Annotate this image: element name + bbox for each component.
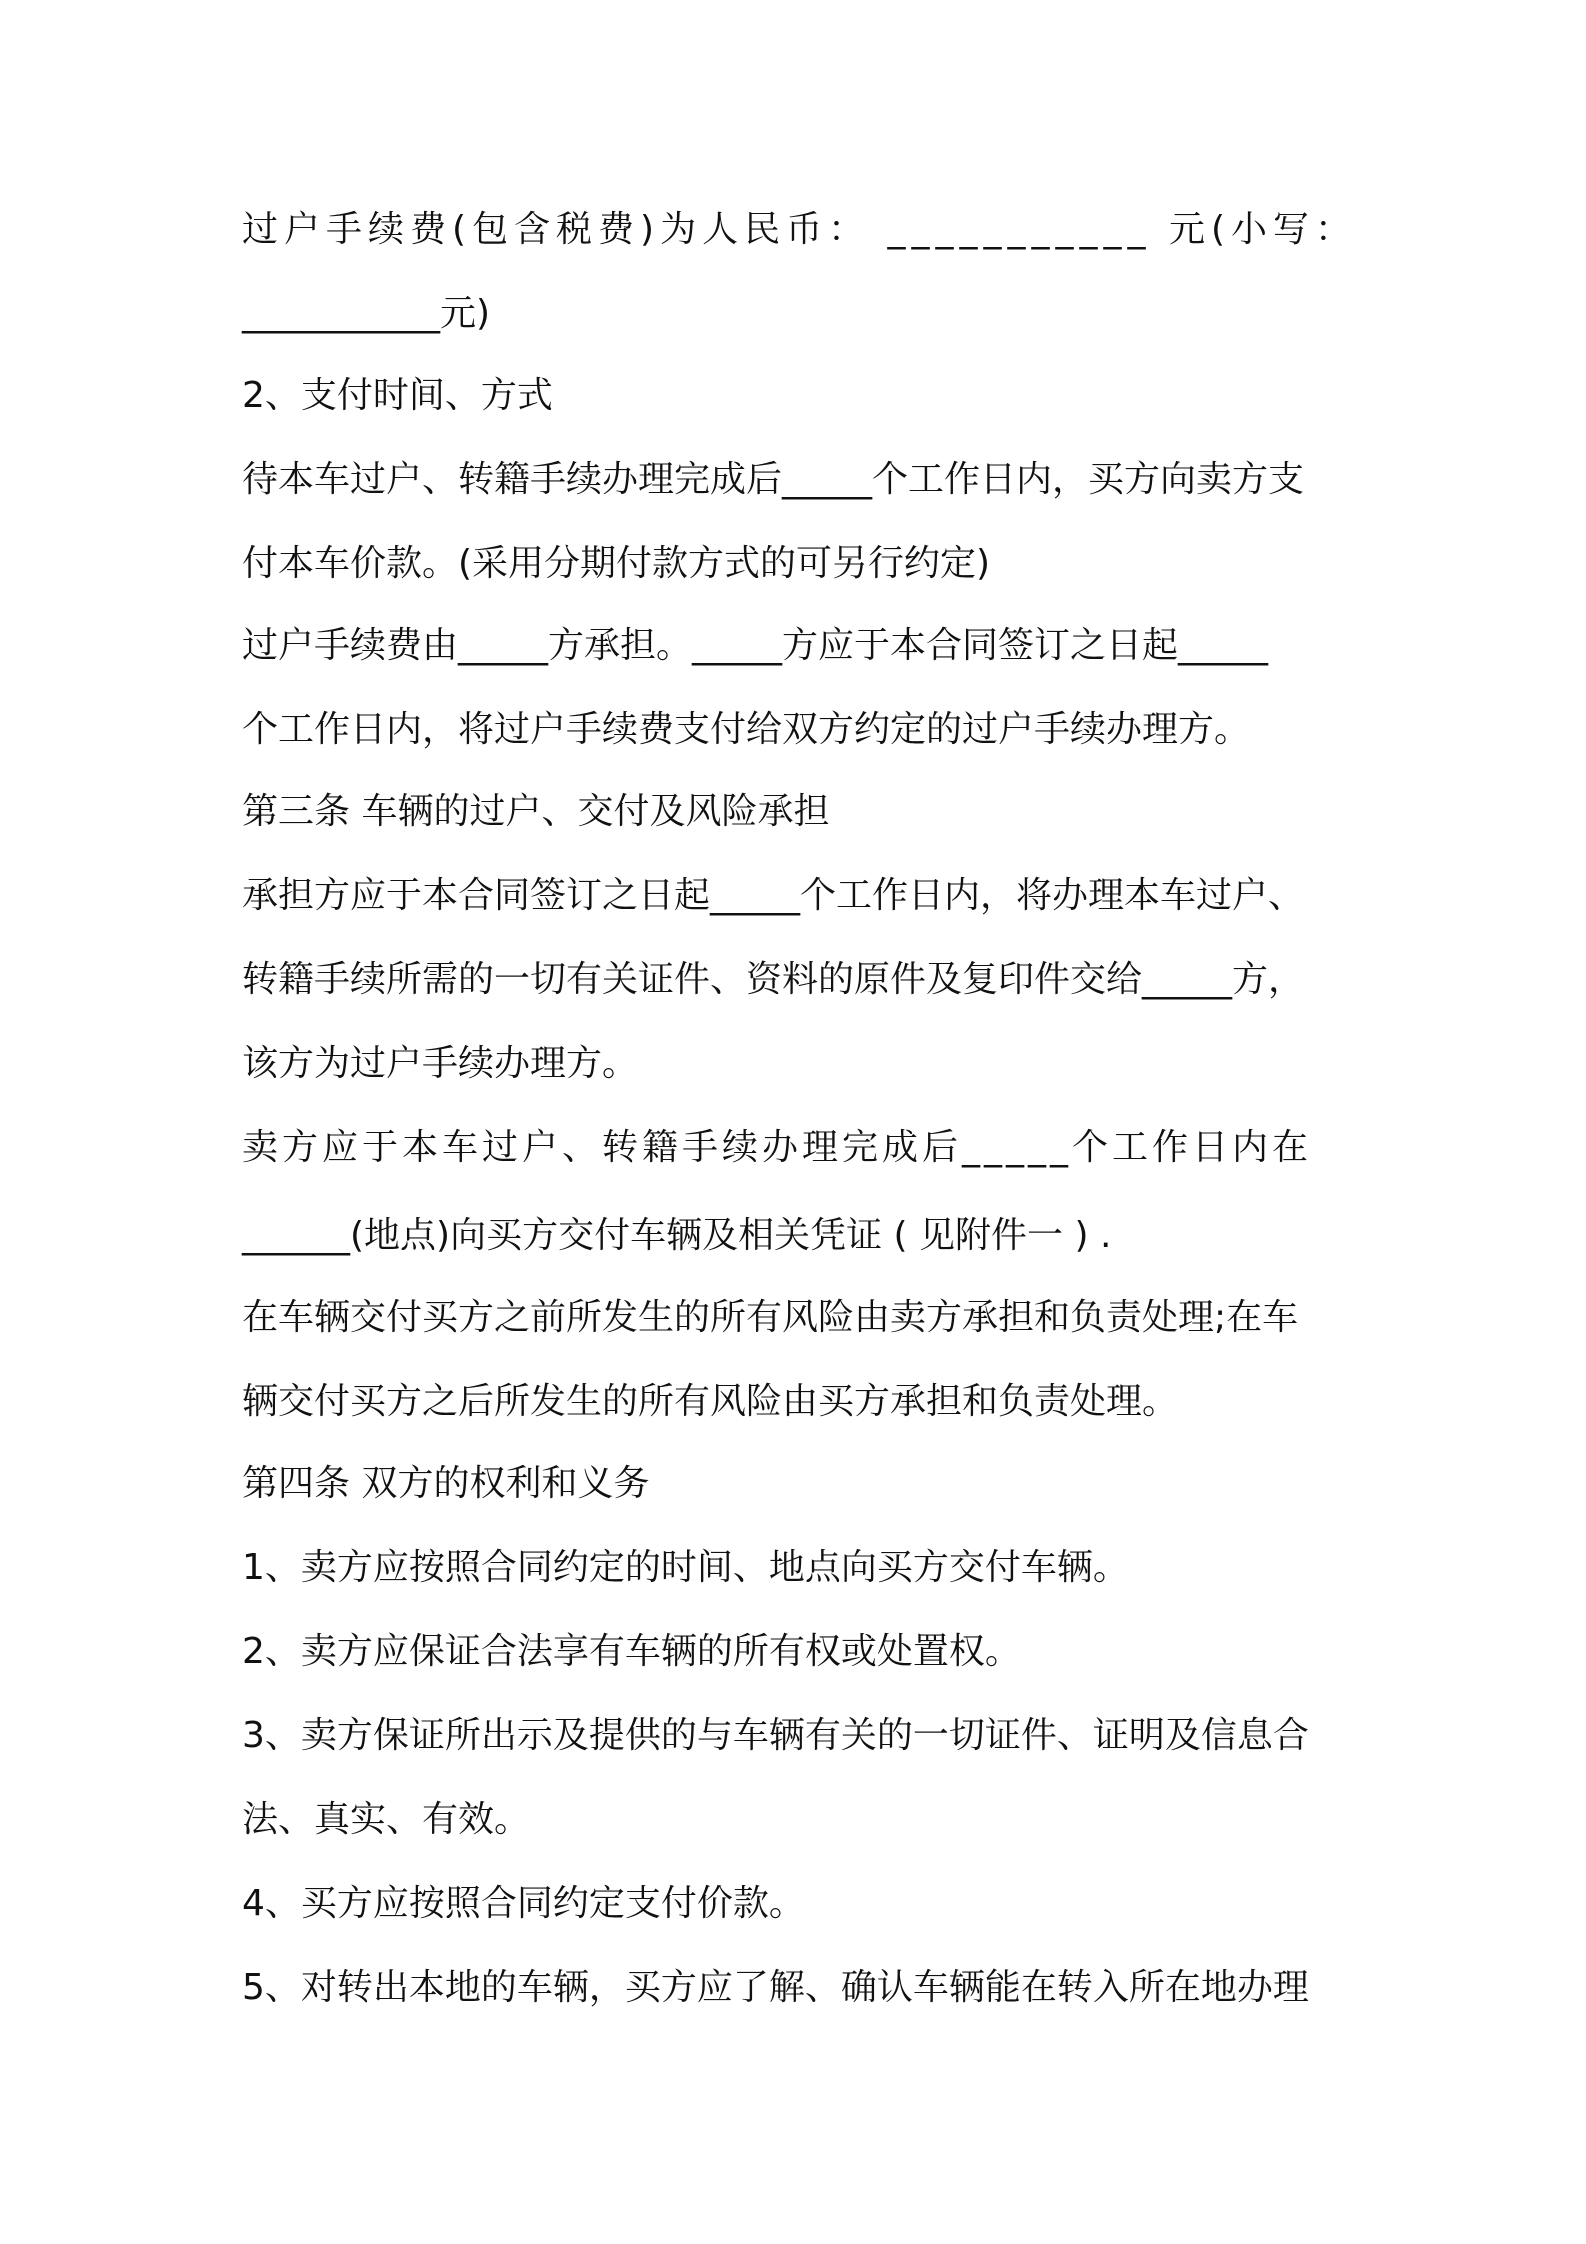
text-line-transfer-fee: 过户手续费(包含税费)为人民币： ___________ 元(小写： [242,209,1358,250]
text-line: 待本车过户、转籍手续办理完成后_____个工作日内，买方向卖方支 [242,459,1305,500]
article-heading-4: 第四条 双方的权利和义务 [242,1463,650,1504]
text-line: 付本车价款。(采用分期付款方式的可另行约定) [242,543,991,584]
list-item: 5、对转出本地的车辆，买方应了解、确认车辆能在转入所在地办理 [242,1967,1309,2008]
text-line: 在车辆交付买方之前所发生的所有风险由卖方承担和负责处理;在车 [242,1297,1299,1338]
list-item: 2、卖方应保证合法享有车辆的所有权或处置权。 [242,1631,1021,1672]
text-line: ______(地点)向买方交付车辆及相关凭证 ( 见附件一 ) . [242,1215,1112,1256]
text-line: 过户手续费由_____方承担。_____方应于本合同签订之日起_____ [242,625,1269,666]
text-line: 承担方应于本合同签订之日起_____个工作日内，将办理本车过户、 [242,875,1305,916]
text-line: 辆交付买方之后所发生的所有风险由买方承担和负责处理。 [242,1381,1179,1422]
text-line-lowercase-amount: ___________元) [242,293,491,334]
section-heading-payment-time: 2、支付时间、方式 [242,375,553,416]
list-item: 1、卖方应按照合同约定的时间、地点向买方交付车辆。 [242,1547,1129,1588]
list-item: 4、买方应按照合同约定支付价款。 [242,1883,805,1924]
text-line: 卖方应于本车过户、转籍手续办理完成后_____个工作日内在 [242,1127,1313,1168]
text-line: 转籍手续所需的一切有关证件、资料的原件及复印件交给_____方， [242,959,1305,1000]
text-line: 法、真实、有效。 [242,1799,531,1840]
text-line: 该方为过户手续办理方。 [242,1043,639,1084]
article-heading-3: 第三条 车辆的过户、交付及风险承担 [242,791,830,832]
text-line: 个工作日内，将过户手续费支付给双方约定的过户手续办理方。 [242,709,1251,750]
list-item: 3、卖方保证所出示及提供的与车辆有关的一切证件、证明及信息合 [242,1715,1309,1756]
